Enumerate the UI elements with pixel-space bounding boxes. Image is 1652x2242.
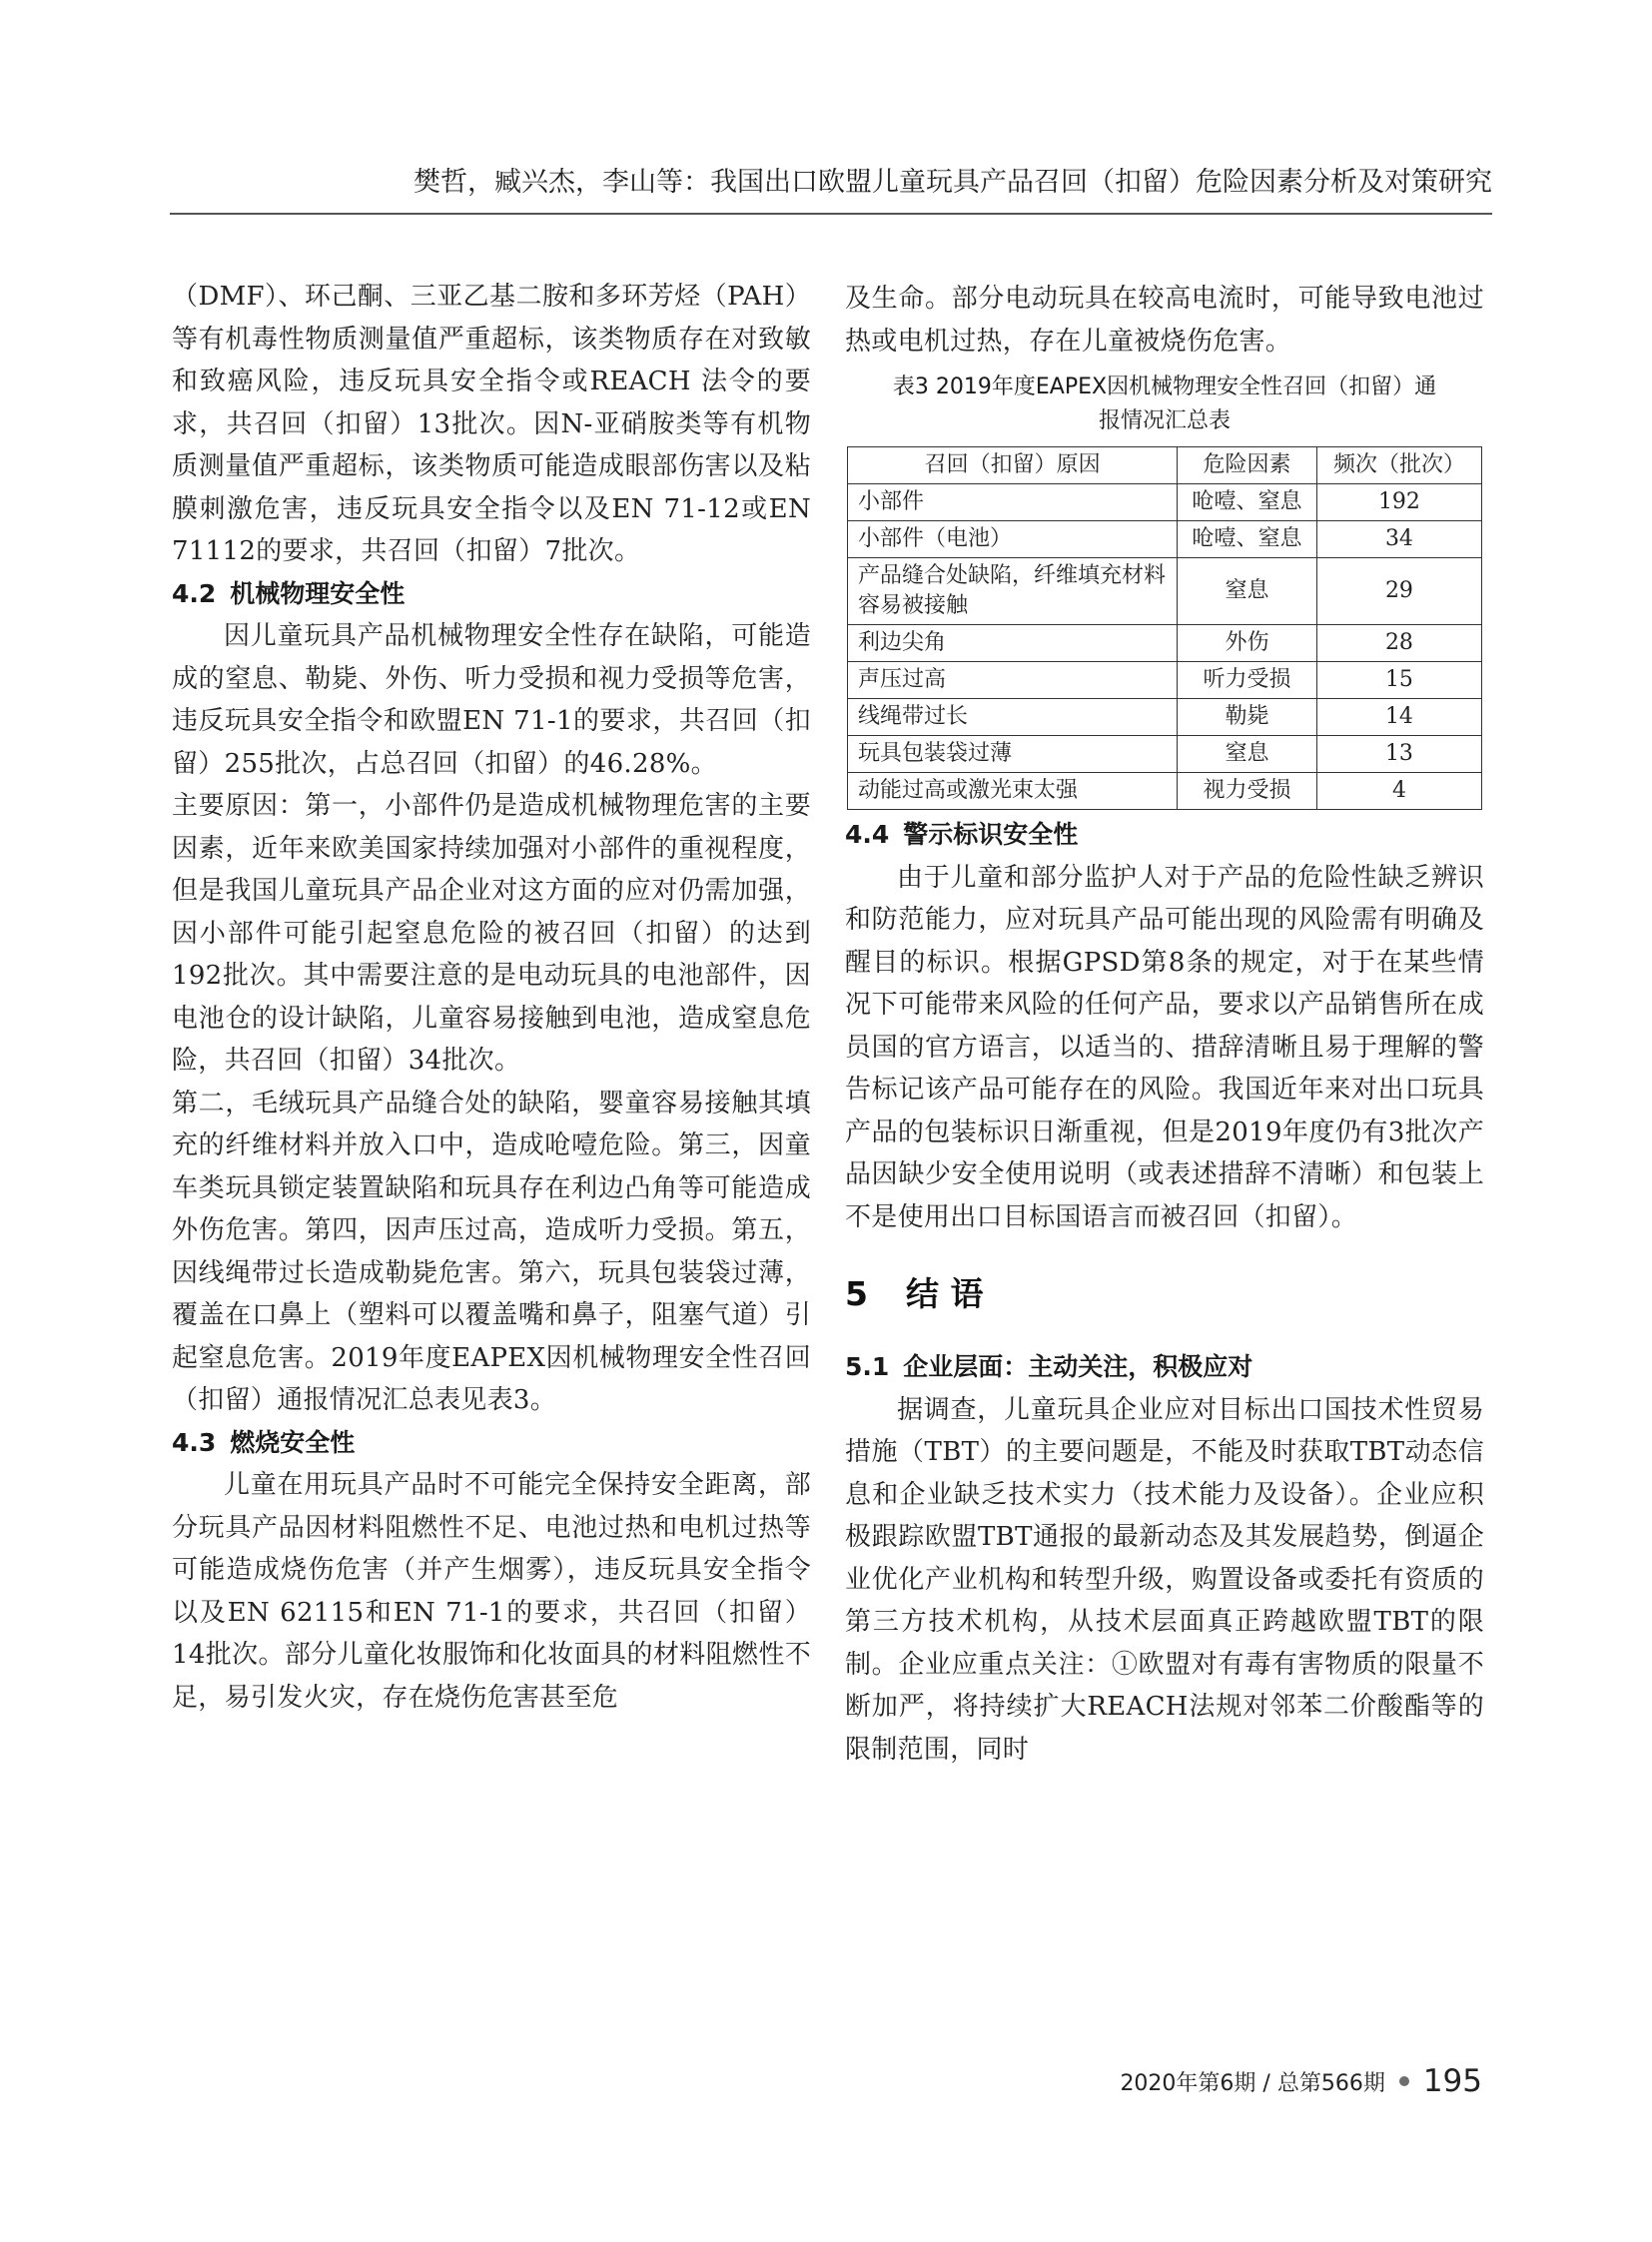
cell-reason: 产品缝合处缺陷，纤维填充材料容易被接触 (848, 558, 1178, 625)
cell-hazard: 窒息 (1178, 736, 1317, 773)
left-paragraph-1: （DMF）、环己酮、三亚乙基二胺和多环芳烃（PAH）等有机毒性物质测量值严重超标，该类物质存在对致敏和致癌风险，违反玩具安全指令或REACH 法令的要求，共召回（扣留）13批次。因N-亚硝胺类等有机物质测量值严重超标，该类物质可能造成眼部伤害以及粘膜刺激危害，违反玩具安全指令以及EN 71-12或EN 71112的要求，共召回（扣留）7批次。 (172, 282, 811, 566)
right-paragraph-1: 及生命。部分电动玩具在较高电流时，可能导致电池过热或电机过热，存在儿童被烧伤危害。 (845, 284, 1484, 357)
cell-reason: 利边尖角 (848, 625, 1178, 662)
running-head: 樊哲，臧兴杰，李山等：我国出口欧盟儿童玩具产品召回（扣留）危险因素分析及对策研究 (170, 160, 1492, 215)
section-title: 企业层面：主动关注，积极应对 (903, 1352, 1253, 1381)
cell-frequency: 34 (1316, 521, 1481, 558)
table-row (848, 625, 1482, 662)
cell-frequency: 29 (1316, 558, 1481, 625)
table-row (848, 558, 1482, 625)
table-row (848, 662, 1482, 699)
left-paragraph-4: 第二，毛绒玩具产品缝合处的缺陷，婴童容易接触其填充的纤维材料并放入口中，造成呛噎危险。第三，因童车类玩具锁定装置缺陷和玩具存在利边凸角等可能造成外伤危害。第四，因声压过高，造成听力受损。第五，因线绳带过长造成勒毙危害。第六，玩具包装袋过薄，覆盖在口鼻上（塑料可以覆盖嘴和鼻子，阻塞气道）引起窒息危害。2019年度EAPEX因机械物理安全性召回（扣留）通报情况汇总表见表3。 (172, 1088, 811, 1415)
table-caption-line-2: 报情况汇总表 (1098, 408, 1231, 433)
table-row (848, 736, 1482, 773)
section-number: 5 (845, 1274, 868, 1313)
right-column (845, 278, 1484, 1771)
left-paragraph-2: 因儿童玩具产品机械物理安全性存在缺陷，可能造成的窒息、勒毙、外伤、听力受损和视力受损等危害，违反玩具安全指令和欧盟EN 71-1的要求，共召回（扣留）255批次，占总召回（扣留）的46.28%。 (172, 621, 811, 779)
table-row (848, 773, 1482, 810)
bullet-dot-icon (1399, 2076, 1409, 2086)
page-footer (1120, 2063, 1482, 2099)
section-title: 燃烧安全性 (230, 1427, 356, 1457)
cell-hazard: 勒毙 (1178, 699, 1317, 736)
cell-reason: 声压过高 (848, 662, 1178, 699)
header-frequency: 频次（批次） (1316, 447, 1481, 484)
cell-hazard: 听力受损 (1178, 662, 1317, 699)
cell-frequency: 13 (1316, 736, 1481, 773)
cell-frequency: 4 (1316, 773, 1481, 810)
issue-info: 2020年第6期 / 总第566期 (1120, 2070, 1385, 2096)
cell-frequency: 28 (1316, 625, 1481, 662)
cell-reason: 动能过高或激光束太强 (848, 773, 1178, 810)
cell-hazard: 呛噎、窒息 (1178, 521, 1317, 558)
cell-frequency: 192 (1316, 484, 1481, 521)
page-number: 195 (1422, 2063, 1482, 2099)
section-5-1-heading (845, 1346, 1484, 1389)
section-title: 警示标识安全性 (903, 820, 1079, 849)
cell-hazard: 呛噎、窒息 (1178, 484, 1317, 521)
section-number: 4.4 (845, 820, 890, 849)
table-caption-line-1: 表3 2019年度EAPEX因机械物理安全性召回（扣留）通 (892, 374, 1437, 399)
cell-reason: 小部件（电池） (848, 521, 1178, 558)
header-hazard: 危险因素 (1178, 447, 1317, 484)
left-column (172, 276, 811, 1719)
table-row (848, 484, 1482, 521)
table-3-caption (845, 371, 1484, 438)
table-row (848, 699, 1482, 736)
recall-summary-table (847, 446, 1482, 810)
section-4-2-heading (172, 573, 811, 616)
left-paragraph-3: 主要原因：第一，小部件仍是造成机械物理危害的主要因素，近年来欧美国家持续加强对小部件的重视程度，但是我国儿童玩具产品企业对这方面的应对仍需加强，因小部件可能引起窒息危险的被召回（扣留）的达到192批次。其中需要注意的是电动玩具的电池部件，因电池仓的设计缺陷，儿童容易接触到电池，造成窒息危险，共召回（扣留）34批次。 (172, 791, 811, 1076)
cell-reason: 玩具包装袋过薄 (848, 736, 1178, 773)
section-5-heading (845, 1264, 1484, 1324)
section-number: 5.1 (845, 1352, 890, 1381)
cell-frequency: 15 (1316, 662, 1481, 699)
cell-hazard: 外伤 (1178, 625, 1317, 662)
cell-reason: 线绳带过长 (848, 699, 1178, 736)
right-paragraph-2: 由于儿童和部分监护人对于产品的危险性缺乏辨识和防范能力，应对玩具产品可能出现的风险需有明确及醒目的标识。根据GPSD第8条的规定，对于在某些情况下可能带来风险的任何产品，要求以产品销售所在成员国的官方语言，以适当的、措辞清晰且易于理解的警告标记该产品可能存在的风险。我国近年来对出口玩具产品的包装标识日渐重视，但是2019年度仍有3批次产品因缺少安全使用说明（或表述措辞不清晰）和包装上不是使用出口目标国语言而被召回（扣留）。 (845, 862, 1484, 1232)
section-title: 机械物理安全性 (230, 578, 406, 608)
section-number: 4.3 (172, 1427, 217, 1457)
left-paragraph-5: 儿童在用玩具产品时不可能完全保持安全距离，部分玩具产品因材料阻燃性不足、电池过热和电机过热等可能造成烧伤危害（并产生烟雾），违反玩具安全指令以及EN 62115和EN 71-1的要求，共召回（扣留）14批次。部分儿童化妆服饰和化妆面具的材料阻燃性不足，易引发火灾，存在烧伤危害甚至危 (172, 1470, 811, 1713)
cell-hazard: 窒息 (1178, 558, 1317, 625)
cell-frequency: 14 (1316, 699, 1481, 736)
header-reason: 召回（扣留）原因 (848, 447, 1178, 484)
right-paragraph-3: 据调查，儿童玩具企业应对目标出口国技术性贸易措施（TBT）的主要问题是，不能及时获取TBT动态信息和企业缺乏技术实力（技术能力及设备）。企业应积极跟踪欧盟TBT通报的最新动态及其发展趋势，倒逼企业优化产业机构和转型升级，购置设备或委托有资质的第三方技术机构，从技术层面真正跨越欧盟TBT的限制。企业应重点关注：①欧盟对有毒有害物质的限量不断加严，将持续扩大REACH法规对邻苯二价酸酯等的限制范围，同时 (845, 1394, 1484, 1765)
table-header-row (848, 447, 1482, 484)
section-4-4-heading (845, 814, 1484, 857)
section-title: 结 语 (905, 1274, 984, 1313)
cell-hazard: 视力受损 (1178, 773, 1317, 810)
table-row (848, 521, 1482, 558)
section-number: 4.2 (172, 578, 217, 608)
section-4-3-heading (172, 1422, 811, 1465)
cell-reason: 小部件 (848, 484, 1178, 521)
